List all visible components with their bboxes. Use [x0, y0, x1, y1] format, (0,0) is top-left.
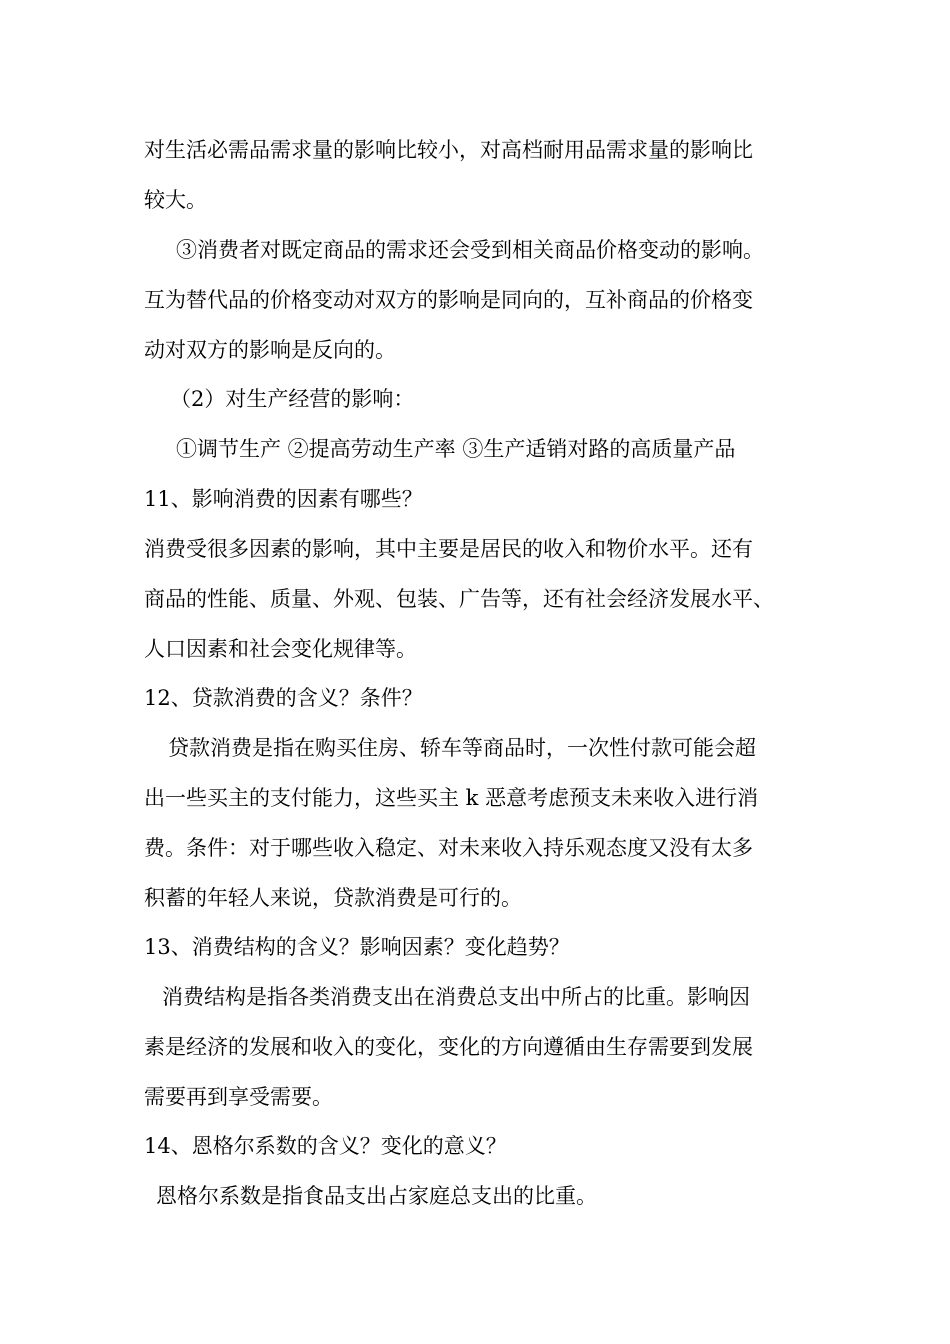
section-heading: 12、贷款消费的含义？条件？	[144, 686, 423, 710]
text-line: 素是经济的发展和收入的变化，变化的方向遵循由生存需要到发展	[144, 1035, 753, 1059]
text-line: （2）对生产经营的影响：	[170, 387, 415, 411]
text-line: 人口因素和社会变化规律等。	[144, 637, 417, 661]
text-line: 消费受很多因素的影响，其中主要是居民的收入和物价水平。还有	[144, 537, 753, 561]
text-line: 费。条件：对于哪些收入稳定、对未来收入持乐观态度又没有太多	[144, 836, 753, 860]
text-line: 贷款消费是指在购买住房、轿车等商品时，一次性付款可能会超	[168, 736, 756, 760]
text-line: 恩格尔系数是指食品支出占家庭总支出的比重。	[156, 1184, 597, 1208]
text-line: 较大。	[144, 188, 207, 212]
section-heading: 14、恩格尔系数的含义？变化的意义？	[144, 1134, 507, 1158]
text-line: 需要再到享受需要。	[144, 1085, 333, 1109]
text-line: 动对双方的影响是反向的。	[144, 338, 396, 362]
text-line: 互为替代品的价格变动对双方的影响是同向的，互补商品的价格变	[144, 288, 753, 312]
text-line: 消费结构是指各类消费支出在消费总支出中所占的比重。影响因	[162, 985, 750, 1009]
section-heading: 11、影响消费的因素有哪些？	[144, 487, 423, 511]
text-line: 出一些买主的支付能力，这些买主 k 恶意考虑预支未来收入进行消	[144, 786, 759, 810]
text-line: ③消费者对既定商品的需求还会受到相关商品价格变动的影响。	[176, 238, 764, 262]
text-line: ①调节生产 ②提高劳动生产率 ③生产适销对路的高质量产品	[176, 437, 736, 461]
section-heading: 13、消费结构的含义？影响因素？变化趋势？	[144, 935, 570, 959]
text-line: 商品的性能、质量、外观、包装、广告等，还有社会经济发展水平、	[144, 587, 774, 611]
text-line: 积蓄的年轻人来说，贷款消费是可行的。	[144, 886, 522, 910]
text-line: 对生活必需品需求量的影响比较小，对高档耐用品需求量的影响比	[144, 138, 753, 162]
